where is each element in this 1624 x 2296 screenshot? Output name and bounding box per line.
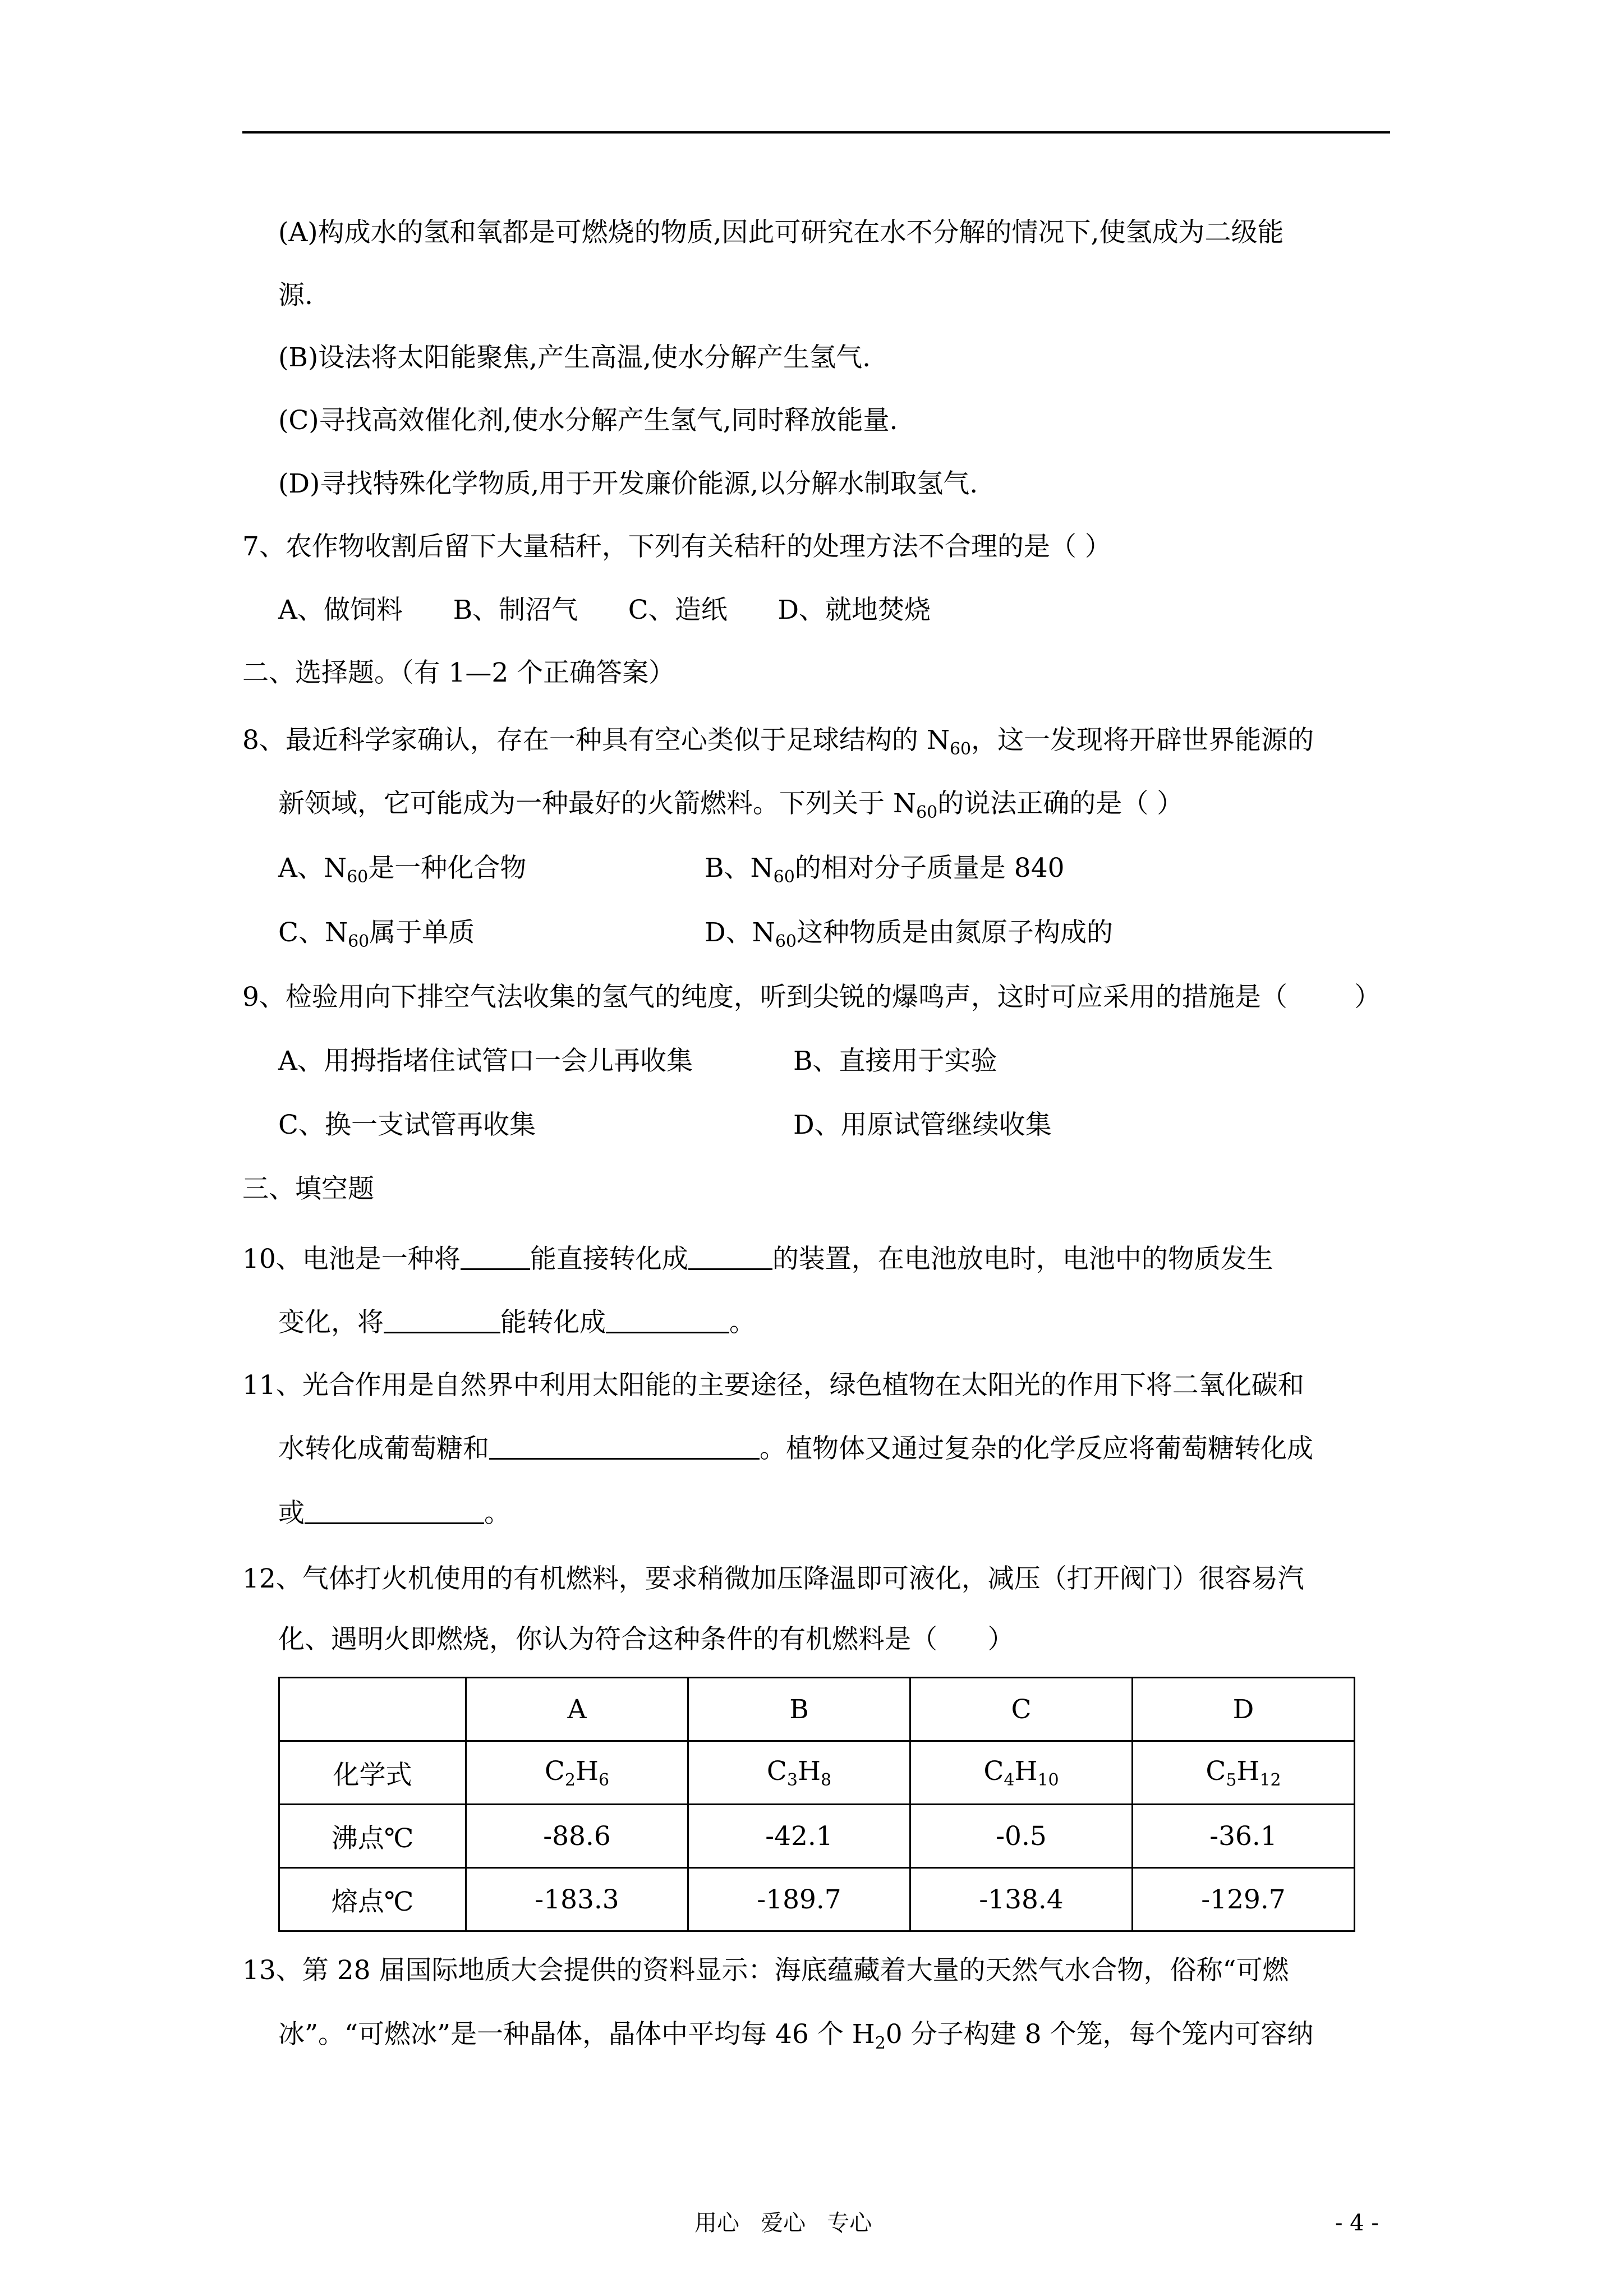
q10-blank-1[interactable] — [461, 1243, 530, 1270]
section-3-heading: 三、填空题 — [242, 1174, 374, 1204]
q6-option-c: (C)寻找高效催化剂,使水分解产生氢气,同时释放能量. — [278, 405, 898, 436]
q8-opt-a-2: 是一种化合物 — [368, 853, 527, 884]
footer-motto: 用心 爱心 专心 — [694, 2210, 872, 2236]
q10-l1-c: 的装置，在电池放电时，电池中的物质发生 — [772, 1244, 1273, 1274]
melting-a: -183.3 — [466, 1868, 688, 1931]
fuel-properties-table — [278, 1677, 1355, 1932]
q13-l2-b: 0 分子构建 8 个笼，每个笼内可容纳 — [885, 2019, 1314, 2050]
q7-stem: 7、农作物收割后留下大量秸秆，下列有关秸秆的处理方法不合理的是（ ） — [242, 531, 1111, 562]
q11-l2-b: 。植物体又通过复杂的化学反应将葡萄糖转化成 — [760, 1433, 1313, 1464]
q10-l2-a: 变化，将 — [278, 1307, 384, 1338]
q8-l2-sub: 60 — [916, 803, 938, 822]
q8-l2-a: 新领域，它可能成为一种最好的火箭燃料。下列关于 N — [278, 788, 917, 819]
melting-d: -129.7 — [1133, 1868, 1355, 1931]
q12-line1: 12、气体打火机使用的有机燃料，要求稍微加压降温即可液化，减压（打开阀门）很容易汽 — [242, 1563, 1304, 1594]
table-header-row — [279, 1678, 1355, 1741]
table-header-c: C — [910, 1678, 1133, 1741]
melting-c: -138.4 — [910, 1868, 1133, 1931]
table-header-b: B — [688, 1678, 910, 1741]
q10-line1 — [242, 1243, 1273, 1276]
table-header-a: A — [466, 1678, 688, 1741]
boiling-b: -42.1 — [688, 1805, 910, 1868]
q8-option-d — [705, 916, 1113, 959]
q10-line2 — [278, 1306, 756, 1340]
melting-label: 熔点℃ — [279, 1868, 466, 1931]
boiling-a: -88.6 — [466, 1805, 688, 1868]
q6-option-d: (D)寻找特殊化学物质,用于开发廉价能源,以分解水制取氢气. — [278, 468, 978, 499]
formula-b: $C_3H_8$ — [688, 1741, 910, 1805]
q11-l3-a: 或 — [278, 1498, 305, 1529]
formula-a: $C_2H_6$ — [466, 1741, 688, 1805]
q8-opt-d-1: D、N — [705, 917, 775, 948]
q8-l1-b: ，这一发现将开辟世界能源的 — [971, 725, 1314, 756]
q8-opt-a-1: A、N — [278, 853, 347, 884]
formula-d: $C_5H_{12}$ — [1133, 1741, 1355, 1805]
q8-l2-b: 的说法正确的是（ ） — [937, 788, 1184, 819]
q8-opt-b-2: 的相对分子质量是 840 — [794, 853, 1065, 884]
melting-b: -189.7 — [688, 1868, 910, 1931]
q8-opt-d-sub: 60 — [775, 932, 797, 951]
q8-opt-b-1: B、N — [705, 853, 774, 884]
q7-options: A、做饲料 B、制沼气 C、造纸 D、就地焚烧 — [278, 595, 931, 625]
q13-line2 — [278, 2018, 1313, 2060]
q10-l1-b: 能直接转化成 — [530, 1244, 688, 1274]
q8-stem-line1 — [242, 724, 1314, 766]
q8-stem-line2 — [278, 787, 1183, 830]
q13-l2-a: 冰”。“可燃冰”是一种晶体，晶体中平均每 46 个 H — [278, 2019, 875, 2050]
q8-option-b — [705, 852, 1065, 894]
q9-option-b: B、直接用于实验 — [793, 1046, 997, 1076]
q6-option-b: (B)设法将太阳能聚焦,产生高温,使水分解产生氢气. — [278, 342, 871, 373]
q8-opt-d-2: 这种物质是由氮原子构成的 — [797, 917, 1113, 948]
q9-option-a: A、用拇指堵住试管口一会儿再收集 — [278, 1046, 693, 1076]
boiling-c: -0.5 — [910, 1805, 1133, 1868]
q11-blank-2[interactable] — [305, 1497, 484, 1524]
q9-option-c: C、换一支试管再收集 — [278, 1110, 536, 1140]
q11-l2-a: 水转化成葡萄糖和 — [278, 1433, 489, 1464]
q8-l1-sub: 60 — [949, 739, 972, 759]
table-row-melting — [279, 1868, 1355, 1931]
q6-option-a-line2: 源. — [278, 280, 313, 311]
q13-l2-sub: 2 — [875, 2033, 886, 2053]
formula-label: 化学式 — [279, 1741, 466, 1805]
q9-option-d: D、用原试管继续收集 — [793, 1110, 1052, 1140]
q13-line1: 13、第 28 届国际地质大会提供的资料显示：海底蕴藏着大量的天然气水合物，俗称“可燃 — [242, 1955, 1289, 1986]
q9-stem: 9、检验用向下排空气法收集的氢气的纯度，听到尖锐的爆鸣声，这时可应采用的措施是（ ） — [242, 982, 1381, 1013]
q10-blank-2[interactable] — [688, 1243, 772, 1270]
q11-line2 — [278, 1432, 1313, 1466]
section-2-heading: 二、选择题。（有 1—2 个正确答案） — [242, 657, 675, 688]
q11-line3 — [278, 1497, 510, 1530]
formula-c: $C_4H_{10}$ — [910, 1741, 1133, 1805]
q8-opt-c-sub: 60 — [348, 932, 370, 951]
q8-l1-a: 8、最近科学家确认，存在一种具有空心类似于足球结构的 N — [242, 725, 950, 756]
table-header-d: D — [1133, 1678, 1355, 1741]
q11-l3-b: 。 — [484, 1498, 510, 1529]
q10-l1-a: 10、电池是一种将 — [242, 1244, 461, 1274]
page-number: - 4 - — [1335, 2210, 1379, 2236]
boiling-d: -36.1 — [1133, 1805, 1355, 1868]
q8-option-c — [278, 916, 475, 959]
q12-line2: 化、遇明火即燃烧，你认为符合这种条件的有机燃料是（ ） — [278, 1624, 1014, 1655]
q8-opt-a-sub: 60 — [347, 867, 369, 887]
table-row-boiling — [279, 1805, 1355, 1868]
q8-option-a — [278, 852, 526, 894]
q6-option-a-line1: (A)构成水的氢和氧都是可燃烧的物质,因此可研究在水不分解的情况下,使氢成为二级能 — [278, 217, 1284, 248]
q10-blank-3[interactable] — [384, 1306, 500, 1333]
table-corner-cell — [279, 1678, 466, 1741]
q8-opt-c-2: 属于单质 — [369, 917, 475, 948]
q10-blank-4[interactable] — [606, 1306, 729, 1333]
q11-blank-1[interactable] — [489, 1432, 760, 1460]
q10-l2-c: 。 — [729, 1307, 756, 1338]
boiling-label: 沸点℃ — [279, 1805, 466, 1868]
q11-line1: 11、光合作用是自然界中利用太阳能的主要途径，绿色植物在太阳光的作用下将二氧化碳和 — [242, 1370, 1304, 1401]
header-rule — [242, 131, 1390, 134]
q8-opt-b-sub: 60 — [773, 867, 795, 887]
table-row-formula — [279, 1741, 1355, 1805]
q10-l2-b: 能转化成 — [500, 1307, 606, 1338]
q8-opt-c-1: C、N — [278, 917, 348, 948]
